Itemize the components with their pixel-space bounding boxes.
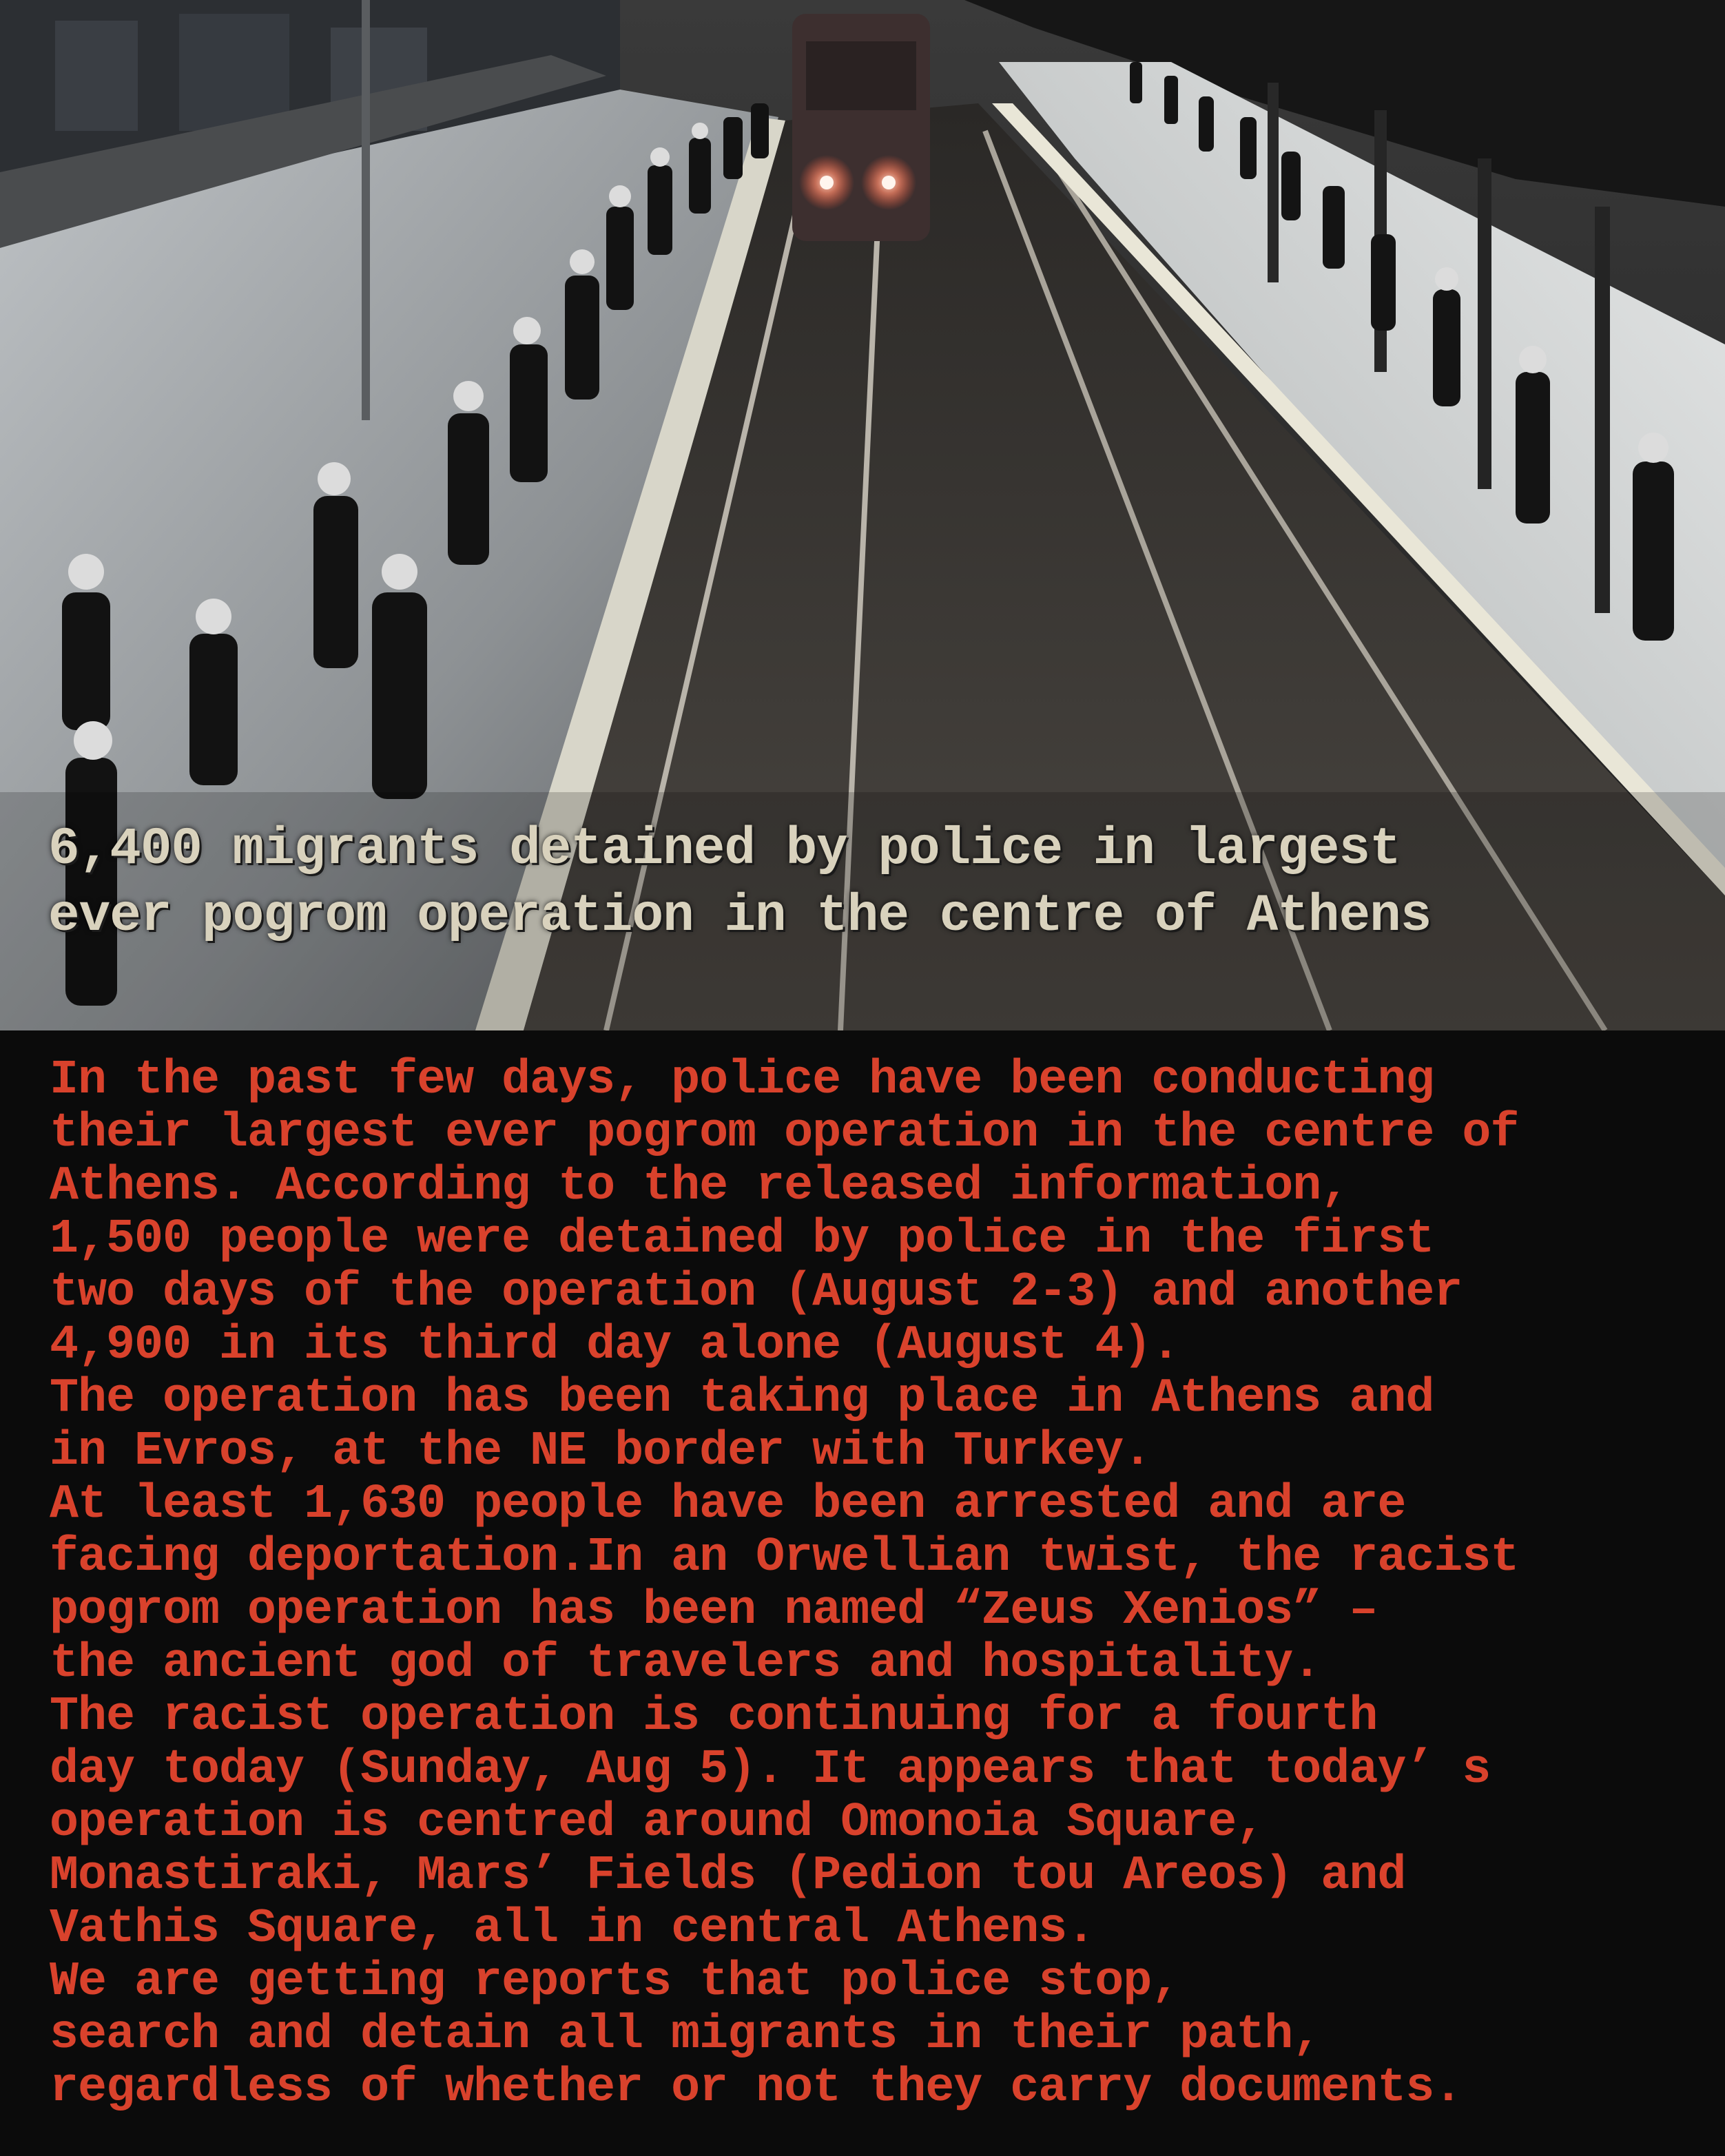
body-line: 1,500 people were detained by police in the first: [50, 1212, 1434, 1267]
body-line: their largest ever pogrom operation in the centre of: [50, 1106, 1519, 1161]
body-line: in Evros, at the NE border with Turkey.: [50, 1424, 1152, 1479]
headline-line: 6,400 migrants detained by police in largest: [48, 820, 1401, 879]
body-line: the ancient god of travelers and hospitality.: [50, 1637, 1321, 1691]
body-line: pogrom operation has been named “Zeus Xenios” –: [50, 1584, 1378, 1638]
headline-line: ever pogrom operation in the centre of Athens: [48, 887, 1432, 946]
body-line: day today (Sunday, Aug 5). It appears that today’ s: [50, 1743, 1491, 1797]
headline: [48, 816, 1715, 950]
body-line: In the past few days, police have been conducting: [50, 1053, 1434, 1108]
body-line: Athens. According to the released information,: [50, 1159, 1350, 1214]
body-line: facing deportation.In an Orwellian twist, the racist: [50, 1531, 1519, 1585]
body-line: operation is centred around Omonoia Square,: [50, 1796, 1265, 1850]
body-line: Monastiraki, Mars’ Fields (Pedion tou Areos) and: [50, 1849, 1406, 1903]
body-line: We are getting reports that police stop,: [50, 1955, 1180, 2009]
article-body: [50, 1054, 1703, 2115]
body-line: two days of the operation (August 2-3) and another: [50, 1265, 1463, 1320]
body-line: The racist operation is continuing for a fourth: [50, 1690, 1378, 1744]
body-line: The operation has been taking place in Athens and: [50, 1371, 1434, 1426]
body-line: regardless of whether or not they carry documents.: [50, 2061, 1463, 2115]
body-line: 4,900 in its third day alone (August 4).: [50, 1318, 1180, 1373]
body-line: Vathis Square, all in central Athens.: [50, 1902, 1095, 1956]
body-line: At least 1,630 people have been arrested and are: [50, 1478, 1406, 1532]
body-line: search and detain all migrants in their path,: [50, 2008, 1321, 2062]
train-station-photo: [0, 0, 1725, 1030]
